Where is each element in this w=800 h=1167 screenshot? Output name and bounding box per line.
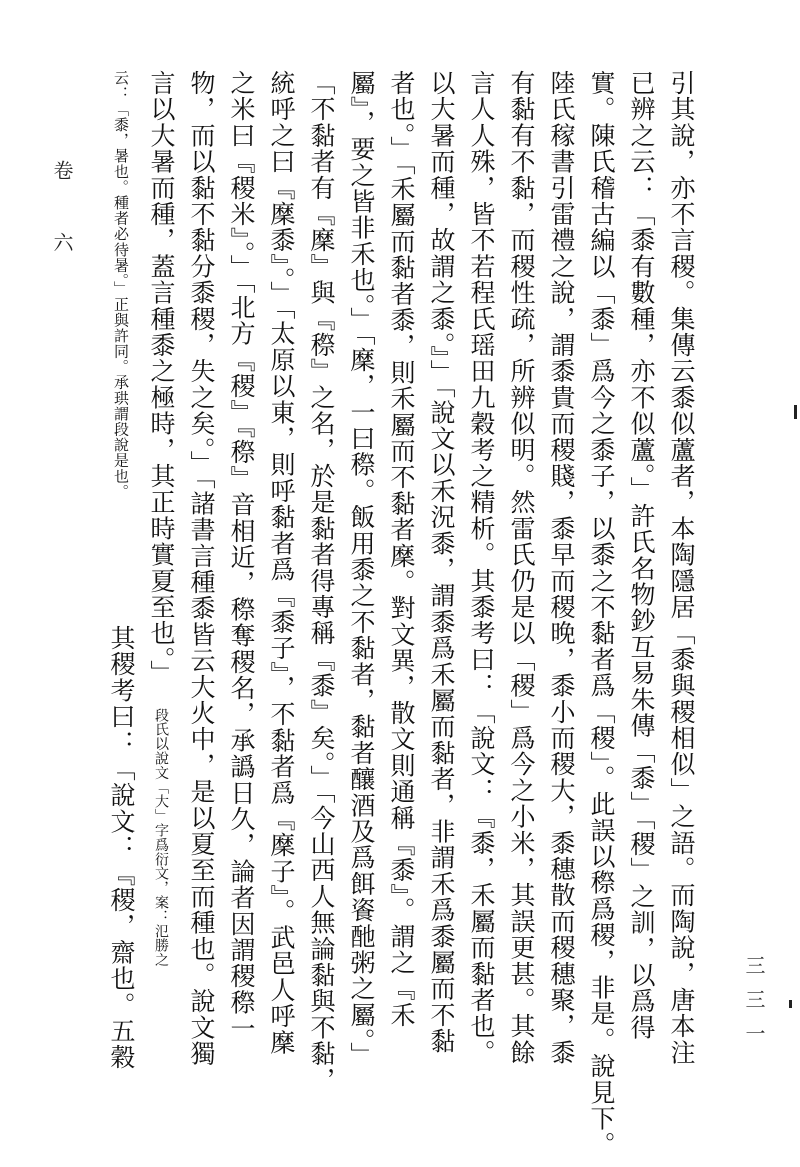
text-column: 實。陳氏稽古編以「黍」爲今之黍子，以黍之不黏者爲「稷」。此誤以穄爲稷，非是。說見下。 (587, 70, 616, 1158)
text-column: 以大暑而種，故謂之黍。』」「說文以禾況黍，謂黍爲禾屬而黏者，非謂禾爲黍屬而不黏 (427, 70, 456, 1055)
chapter-label: 卷 六 (50, 160, 74, 266)
text-column: 已辨之云：「黍有數種，亦不似蘆。」許氏名物鈔互易朱傳「黍」「稷」之訓，以爲得 (627, 70, 656, 1041)
text-column: 者也。」「禾屬而黏者黍，則禾屬而不黏者穈。對文異，散文則通稱『黍』。謂之『禾 (387, 70, 416, 1029)
text-column-short: 其稷考曰：「說文：『稷，齋也。五穀 (107, 625, 136, 1071)
text-column: 屬』，要之皆非禾也。」「穈，一曰穄。飯用黍之不黏者，黏者釀酒及爲餌餈酏粥之屬。」 (347, 70, 376, 1068)
scan-speck (794, 405, 797, 419)
text-column: 陸氏稼書引雷禮之說，謂黍貴而稷賤，黍早而稷晚，黍小而稷大，黍穗散而稷穗聚，黍 (547, 70, 576, 1066)
text-column: 言人人殊，皆不若程氏瑶田九穀考之精析。其黍考曰：「說文：『黍，禾屬而黏者也。 (467, 70, 496, 1066)
text-column-short: 言以大暑而種，蓋言種黍之極時，其正時實夏至也。」 (147, 70, 176, 687)
scan-speck (789, 1000, 792, 1008)
text-column: 之米曰『稷米』。」「北方『稷』『穄』音相近，穄奪稷名，承譌日久，論者因謂稷穄一 (227, 70, 256, 1042)
text-column: 統呼之曰『穈黍』。」「太原以東，則呼黏者爲『黍子』，不黏者爲『穈子』。武邑人呼穈 (267, 70, 296, 1056)
page-number: 三三一 (742, 955, 766, 1057)
text-column: 物，而以黏不黏分黍稷，失之矣。」「諸書言種黍皆云大火中，是以夏至而種也。說文獨 (187, 70, 216, 1067)
text-column: 「不黏者有『穈』與『穄』之名，於是黏者得專稱『黍』矣。」「今山西人無論黏與不黏， (307, 70, 336, 1093)
text-column: 有黏有不黏，而稷性疏，所辨似明。然雷氏仍是以「稷」爲今之小米，其誤更甚。其餘 (507, 70, 536, 1066)
annotation-note: 云：「黍，暑也。種者必待暑。」正與許同。承珙謂段說是也。 (112, 70, 130, 500)
annotation-note: 段氏以說文「大」字爲衍文，案：氾勝之 (153, 708, 169, 968)
text-column: 引其說，亦不言稷。集傳云黍似蘆者，本陶隱居「黍與稷相似」之語。而陶說，唐本注 (667, 70, 696, 1066)
